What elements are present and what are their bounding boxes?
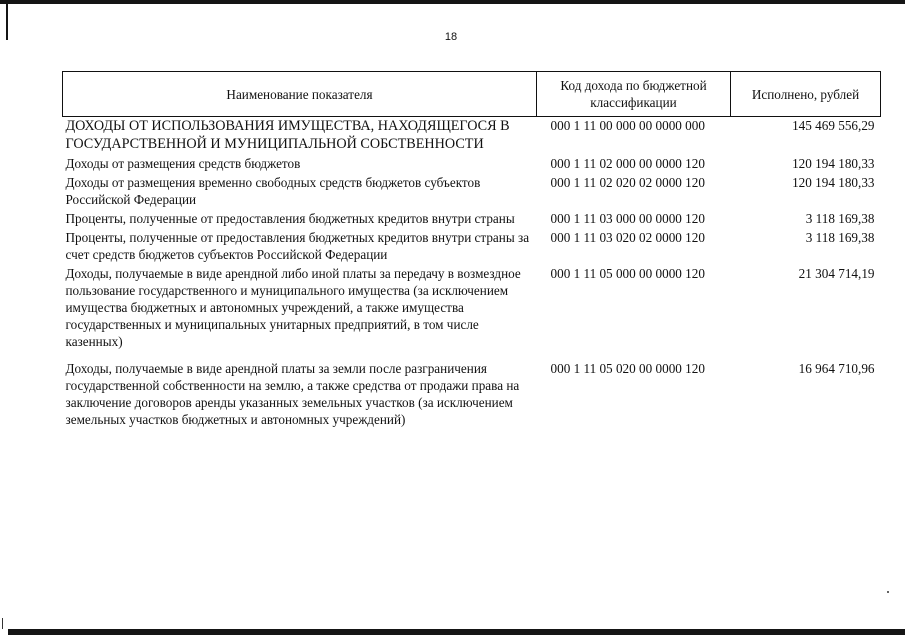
scan-edge-left — [6, 4, 8, 40]
indicator-name: Доходы от размещения средств бюджетов — [65, 156, 301, 171]
executed-amount: 16 964 710,96 — [798, 361, 875, 376]
executed-amount: 120 194 180,33 — [792, 156, 875, 171]
revenue-table — [62, 71, 881, 430]
indicator-name: Проценты, полученные от предоставления бюджетных кредитов внутри страны за счет средств бюджетов субъектов Российской Федерации — [65, 230, 530, 262]
page-number: 18 — [444, 31, 458, 43]
indicator-name: Проценты, полученные от предоставления бюджетных кредитов внутри страны — [65, 211, 515, 226]
indicator-name: ДОХОДЫ ОТ ИСПОЛЬЗОВАНИЯ ИМУЩЕСТВА, НАХОДЯЩЕГОСЯ В ГОСУДАРСТВЕННОЙ И МУНИЦИПАЛЬНОЙ СОБСТВЕННОСТИ — [65, 118, 510, 152]
revenue-code: 000 1 11 03 020 02 0000 120 — [550, 230, 705, 245]
table-row — [63, 229, 881, 265]
table-row — [63, 117, 881, 156]
revenue-code: 000 1 11 03 000 00 0000 120 — [550, 211, 705, 226]
table-row — [63, 265, 881, 360]
revenue-code: 000 1 11 05 020 00 0000 120 — [550, 361, 705, 376]
header-revenue-code: Код дохода по бюджетной классификации — [537, 72, 731, 117]
table-row — [63, 360, 881, 430]
revenue-code: 000 1 11 00 000 00 0000 000 — [550, 118, 705, 133]
executed-amount: 145 469 556,29 — [792, 118, 875, 133]
scan-mark-left — [2, 618, 3, 629]
revenue-code: 000 1 11 02 020 02 0000 120 — [550, 175, 705, 190]
header-indicator-name: Наименование показателя — [63, 72, 537, 117]
table-row — [63, 155, 881, 174]
indicator-name: Доходы от размещения временно свободных средств бюджетов субъектов Российской Федерации — [65, 175, 481, 207]
scan-edge-top — [0, 0, 905, 4]
executed-amount: 3 118 169,38 — [805, 211, 875, 226]
scan-edge-bottom — [8, 629, 905, 635]
scan-speck — [887, 591, 889, 593]
header-executed-amount: Исполнено, рублей — [731, 72, 881, 117]
executed-amount: 21 304 714,19 — [798, 266, 875, 281]
table-header-row — [63, 72, 881, 117]
executed-amount: 3 118 169,38 — [805, 230, 875, 245]
revenue-code: 000 1 11 05 000 00 0000 120 — [550, 266, 705, 281]
table-row — [63, 210, 881, 229]
table-row — [63, 174, 881, 210]
executed-amount: 120 194 180,33 — [792, 175, 875, 190]
indicator-name: Доходы, получаемые в виде арендной платы за земли после разграничения государственной собственности на землю, а также средства от продажи права на заключение договоров аренды указанных земельных участков (за исключением земельных участков бюджетных и автономных учреждений) — [65, 361, 520, 427]
revenue-code: 000 1 11 02 000 00 0000 120 — [550, 156, 705, 171]
indicator-name: Доходы, получаемые в виде арендной либо иной платы за передачу в возмездное пользование государственного и муниципального имущества (за исключением имущества бюджетных и автономных учреждений, а также имущества государственных и муниципальных унитарных предприятий, в том числе казенных) — [65, 266, 521, 349]
